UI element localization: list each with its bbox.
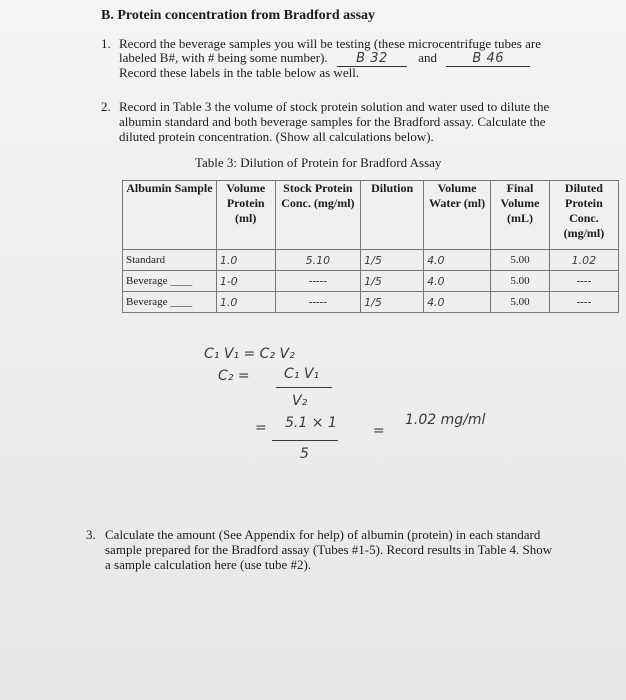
header-albumin-sample: Albumin Sample: [123, 181, 217, 250]
table-row: [123, 271, 619, 292]
table-caption: Table 3: Dilution of Protein for Bradford Assay: [195, 155, 442, 170]
cell-dilution[interactable]: 1/5: [361, 271, 424, 292]
calc-fraction-bar-1: [276, 387, 332, 388]
calc-c2-numerator: C₁ V₁: [284, 366, 320, 382]
cell-diluted: ----: [549, 292, 618, 313]
q2-number: 2.: [101, 99, 111, 114]
cell-dilution[interactable]: 1/5: [361, 250, 424, 271]
dilution-table: [122, 180, 619, 313]
q2-line2: albumin standard and both beverage samples for the Bradford assay. Calculate the: [119, 114, 546, 129]
q1-line2-text: labeled B#, with # being some number).: [119, 50, 328, 65]
cell-diluted[interactable]: 1.02: [549, 250, 618, 271]
calc-c2-label: C₂ =: [218, 368, 250, 384]
q3-number: 3.: [86, 527, 96, 542]
calc-result: 1.02 mg/ml: [405, 412, 486, 428]
beverage-label-2[interactable]: B 46: [446, 52, 530, 67]
q3-line2: sample prepared for the Bradford assay (Tubes #1-5). Record results in Table 4. Show: [105, 542, 553, 557]
cell-water[interactable]: 4.0: [424, 250, 491, 271]
header-dilution: Dilution: [361, 181, 424, 250]
q2-line3: diluted protein concentration. (Show all calculations below).: [119, 129, 434, 144]
table-row: [123, 250, 619, 271]
cell-final: 5.00: [491, 271, 550, 292]
q2-line1: Record in Table 3 the volume of stock protein solution and water used to dilute the: [119, 99, 550, 114]
header-final-volume: Final Volume (mL): [491, 181, 550, 250]
calc-equals-1: =: [255, 420, 267, 436]
table-row: [123, 292, 619, 313]
calc-numerator: 5.1 × 1: [285, 415, 337, 431]
cell-sample: Beverage ____: [123, 271, 217, 292]
calc-fraction-bar-2: [272, 440, 338, 441]
q1-line3: Record these labels in the table below as well.: [119, 65, 360, 80]
header-volume-protein: Volume Protein (ml): [216, 181, 275, 250]
cell-water[interactable]: 4.0: [424, 292, 491, 313]
header-diluted-conc: Diluted Protein Conc. (mg/ml): [549, 181, 618, 250]
q1-line1: Record the beverage samples you will be testing (these microcentrifuge tubes are: [119, 36, 541, 51]
header-volume-water: Volume Water (ml): [424, 181, 491, 250]
q1-number: 1.: [101, 36, 111, 51]
header-stock-conc: Stock Protein Conc. (mg/ml): [275, 181, 361, 250]
calc-c2-denominator: V₂: [292, 393, 308, 409]
q3-line1: Calculate the amount (See Appendix for help) of albumin (protein) in each standard: [105, 527, 541, 542]
calc-equals-2: =: [373, 423, 385, 439]
calc-denominator: 5: [300, 446, 309, 462]
q3-line3: a sample calculation here (use tube #2).: [105, 557, 312, 572]
cell-final: 5.00: [491, 250, 550, 271]
table-header-row: [123, 181, 619, 250]
cell-stock[interactable]: 5.10: [275, 250, 361, 271]
section-title: B. Protein concentration from Bradford assay: [101, 8, 376, 23]
cell-vol-protein[interactable]: 1.0: [216, 292, 275, 313]
cell-diluted: ----: [549, 271, 618, 292]
cell-stock: -----: [275, 292, 361, 313]
cell-vol-protein[interactable]: 1.0: [216, 250, 275, 271]
cell-final: 5.00: [491, 292, 550, 313]
cell-sample: Standard: [123, 250, 217, 271]
cell-vol-protein[interactable]: 1-0: [216, 271, 275, 292]
beverage-label-1[interactable]: B 32: [337, 52, 407, 67]
cell-stock: -----: [275, 271, 361, 292]
calc-equation-1: C₁ V₁ = C₂ V₂: [204, 346, 295, 362]
cell-sample: Beverage ____: [123, 292, 217, 313]
cell-dilution[interactable]: 1/5: [361, 292, 424, 313]
q1-and: and: [418, 50, 437, 65]
cell-water[interactable]: 4.0: [424, 271, 491, 292]
